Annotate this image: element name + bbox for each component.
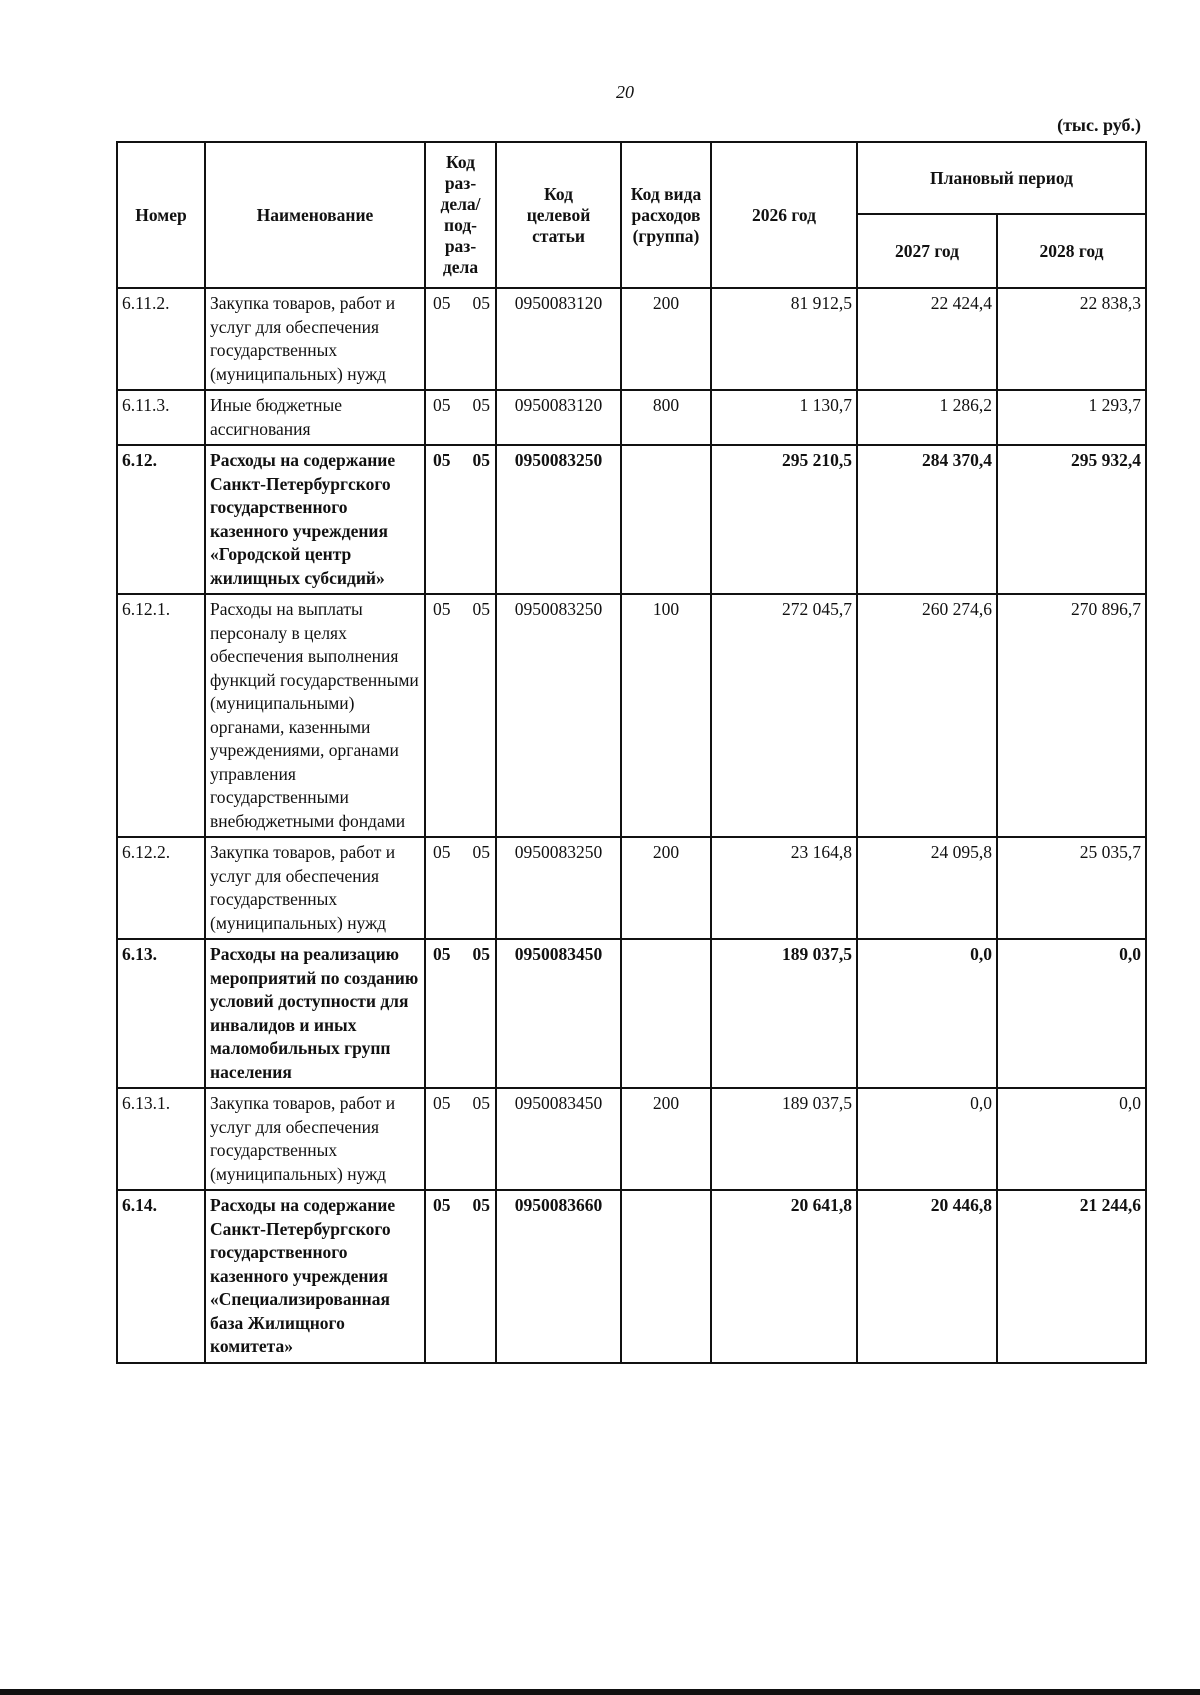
- row-name: Закупка товаров, работ и услуг для обеспечения государственных (муниципальных) нужд: [205, 837, 425, 939]
- row-section-code: [425, 837, 496, 939]
- row-value-2027: 24 095,8: [857, 837, 997, 939]
- row-target-code: 0950083250: [496, 837, 621, 939]
- row-value-2026: 23 164,8: [711, 837, 857, 939]
- row-subsection: 05: [472, 599, 490, 619]
- row-value-2028: 21 244,6: [997, 1190, 1146, 1363]
- row-number: 6.11.2.: [117, 288, 205, 390]
- table-row: [117, 1088, 1146, 1190]
- row-name: Расходы на выплаты персоналу в целях обеспечения выполнения функций государственными (муниципальными) органами, казенными учреждениями, органами управления государственными внебюджетными фондами: [205, 594, 425, 837]
- header-group-line: расходов: [631, 204, 701, 225]
- table-row: [117, 837, 1146, 939]
- row-section: 05: [433, 395, 451, 415]
- header-2026: 2026 год: [711, 142, 857, 288]
- row-number: 6.14.: [117, 1190, 205, 1363]
- row-section: 05: [433, 1195, 451, 1215]
- header-2027: 2027 год: [857, 214, 997, 288]
- row-value-2027: 0,0: [857, 1088, 997, 1190]
- header-section-line: дела/: [440, 194, 481, 214]
- header-section-code: [425, 142, 496, 288]
- budget-table: [116, 141, 1147, 1364]
- header-target-line: целевой: [526, 204, 591, 225]
- row-section-code: [425, 390, 496, 445]
- row-value-2028: 1 293,7: [997, 390, 1146, 445]
- table-row: [117, 1190, 1146, 1363]
- units-label: (тыс. руб.): [1057, 115, 1141, 135]
- row-section-code: [425, 445, 496, 594]
- row-expense-group: [621, 1190, 711, 1363]
- row-value-2026: 1 130,7: [711, 390, 857, 445]
- row-value-2026: 295 210,5: [711, 445, 857, 594]
- header-section-line: дела: [442, 257, 479, 277]
- row-subsection: 05: [472, 395, 490, 415]
- row-value-2026: 189 037,5: [711, 1088, 857, 1190]
- table-row: [117, 594, 1146, 837]
- row-section-code: [425, 288, 496, 390]
- row-number: 6.11.3.: [117, 390, 205, 445]
- row-name: Иные бюджетные ассигнования: [205, 390, 425, 445]
- row-expense-group: 800: [621, 390, 711, 445]
- header-group-line: (группа): [632, 225, 700, 246]
- page-number: 20: [616, 82, 634, 102]
- row-section-code: [425, 1088, 496, 1190]
- header-section-line: раз-: [444, 236, 477, 256]
- header-expense-group: [621, 142, 711, 288]
- row-subsection: 05: [472, 450, 490, 470]
- row-expense-group: [621, 445, 711, 594]
- row-target-code: 0950083250: [496, 445, 621, 594]
- header-name: Наименование: [205, 142, 425, 288]
- row-value-2028: 0,0: [997, 939, 1146, 1088]
- row-value-2028: 0,0: [997, 1088, 1146, 1190]
- row-subsection: 05: [472, 944, 490, 964]
- row-name: Расходы на содержание Санкт-Петербургского государственного казенного учреждения «Городской центр жилищных субсидий»: [205, 445, 425, 594]
- row-value-2027: 0,0: [857, 939, 997, 1088]
- row-target-code: 0950083120: [496, 390, 621, 445]
- row-value-2027: 284 370,4: [857, 445, 997, 594]
- header-2028: 2028 год: [997, 214, 1146, 288]
- table-row: [117, 288, 1146, 390]
- row-subsection: 05: [472, 293, 490, 313]
- row-subsection: 05: [472, 1093, 490, 1113]
- header-section-line: под-: [443, 215, 477, 235]
- row-number: 6.12.2.: [117, 837, 205, 939]
- row-number: 6.12.1.: [117, 594, 205, 837]
- row-section: 05: [433, 842, 451, 862]
- row-section-code: [425, 1190, 496, 1363]
- header-planning-period: Плановый период: [857, 142, 1146, 214]
- header-group-line: Код вида: [630, 183, 702, 204]
- table-row: [117, 939, 1146, 1088]
- row-value-2027: 1 286,2: [857, 390, 997, 445]
- row-section-code: [425, 939, 496, 1088]
- row-section: 05: [433, 450, 451, 470]
- row-name: Расходы на реализацию мероприятий по созданию условий доступности для инвалидов и иных маломобильных групп населения: [205, 939, 425, 1088]
- row-value-2026: 189 037,5: [711, 939, 857, 1088]
- row-target-code: 0950083250: [496, 594, 621, 837]
- row-target-code: 0950083120: [496, 288, 621, 390]
- row-section: 05: [433, 944, 451, 964]
- row-subsection: 05: [472, 842, 490, 862]
- row-expense-group: 200: [621, 837, 711, 939]
- row-expense-group: [621, 939, 711, 1088]
- row-value-2028: 295 932,4: [997, 445, 1146, 594]
- row-value-2026: 20 641,8: [711, 1190, 857, 1363]
- row-expense-group: 100: [621, 594, 711, 837]
- row-section-code: [425, 594, 496, 837]
- table-row: [117, 445, 1146, 594]
- table-row: [117, 390, 1146, 445]
- row-value-2028: 25 035,7: [997, 837, 1146, 939]
- row-number: 6.12.: [117, 445, 205, 594]
- row-target-code: 0950083450: [496, 1088, 621, 1190]
- header-section-line: раз-: [444, 173, 477, 193]
- table-body: [117, 288, 1146, 1363]
- row-target-code: 0950083660: [496, 1190, 621, 1363]
- table-header: [117, 142, 1146, 288]
- row-number: 6.13.: [117, 939, 205, 1088]
- header-number: Номер: [117, 142, 205, 288]
- row-expense-group: 200: [621, 1088, 711, 1190]
- row-name: Закупка товаров, работ и услуг для обеспечения государственных (муниципальных) нужд: [205, 1088, 425, 1190]
- row-name: Закупка товаров, работ и услуг для обеспечения государственных (муниципальных) нужд: [205, 288, 425, 390]
- row-value-2026: 81 912,5: [711, 288, 857, 390]
- row-value-2026: 272 045,7: [711, 594, 857, 837]
- row-value-2027: 20 446,8: [857, 1190, 997, 1363]
- row-expense-group: 200: [621, 288, 711, 390]
- row-section: 05: [433, 1093, 451, 1113]
- header-target-line: статьи: [532, 225, 585, 246]
- header-target-code: [496, 142, 621, 288]
- row-section: 05: [433, 599, 451, 619]
- header-section-line: Код: [446, 152, 475, 172]
- row-number: 6.13.1.: [117, 1088, 205, 1190]
- row-subsection: 05: [472, 1195, 490, 1215]
- row-section: 05: [433, 293, 451, 313]
- row-value-2027: 260 274,6: [857, 594, 997, 837]
- header-target-line: Код: [544, 183, 573, 204]
- row-value-2027: 22 424,4: [857, 288, 997, 390]
- row-value-2028: 22 838,3: [997, 288, 1146, 390]
- row-target-code: 0950083450: [496, 939, 621, 1088]
- page-bottom-edge: [0, 1689, 1200, 1695]
- row-value-2028: 270 896,7: [997, 594, 1146, 837]
- row-name: Расходы на содержание Санкт-Петербургского государственного казенного учреждения «Специализированная база Жилищного комитета»: [205, 1190, 425, 1363]
